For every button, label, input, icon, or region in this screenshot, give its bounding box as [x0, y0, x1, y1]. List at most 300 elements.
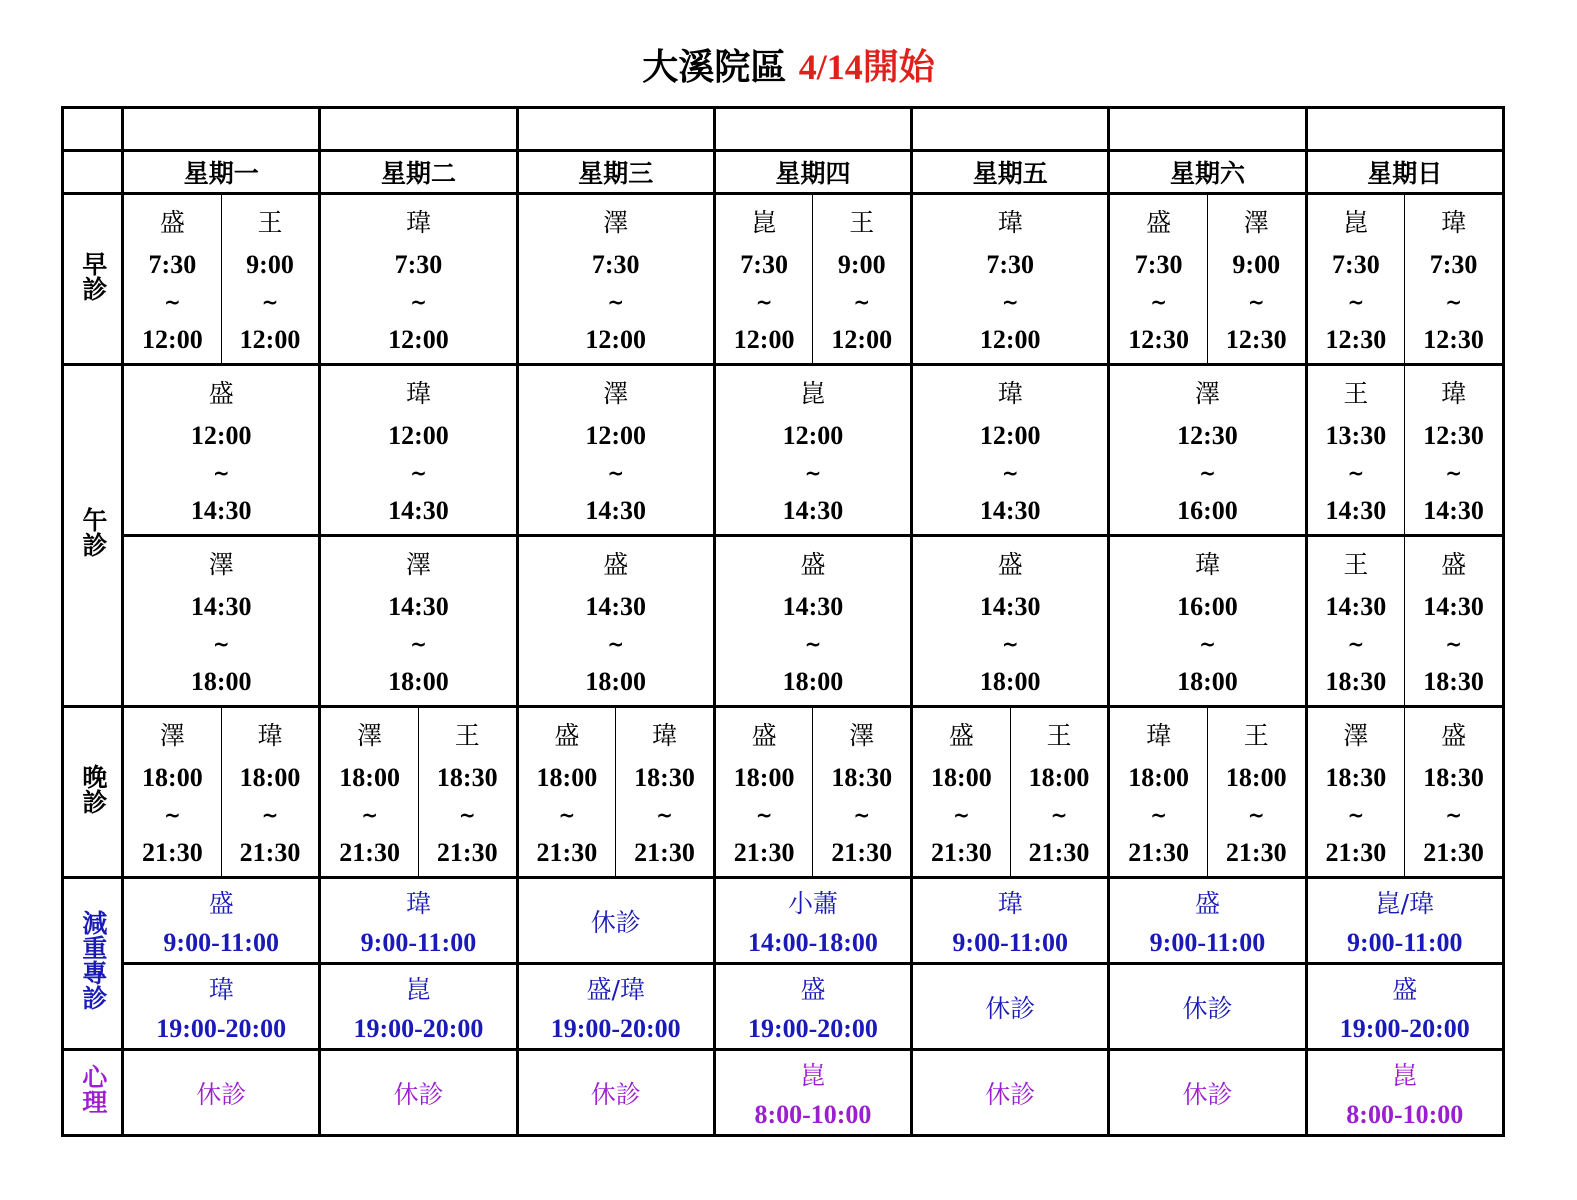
doctor-name: 澤 — [405, 549, 431, 579]
evening-row — [63, 707, 1504, 878]
session-time: 19:00-20:00 — [550, 1013, 681, 1043]
afternoon1-label — [63, 365, 123, 707]
session-time: 19:00-20:00 — [1339, 1013, 1470, 1043]
doctor-name: 王 — [1046, 720, 1072, 750]
doctor-name: 瑋 — [405, 378, 431, 408]
end-time: 21:30 — [1128, 838, 1189, 868]
end-time: 18:00 — [1177, 667, 1238, 697]
schedule-cell — [1207, 707, 1306, 878]
tilde: ~ — [1347, 290, 1365, 315]
shift-block — [1208, 198, 1305, 361]
doctor-name: 瑋 — [257, 720, 283, 750]
start-time: 13:30 — [1325, 420, 1387, 450]
schedule-cell — [1109, 1050, 1306, 1136]
schedule-cell — [912, 707, 1011, 878]
tilde: ~ — [853, 290, 871, 315]
end-time: 12:00 — [388, 325, 449, 355]
schedule-cell — [912, 878, 1109, 964]
end-time: 12:30 — [1128, 325, 1189, 355]
end-time: 14:30 — [190, 496, 252, 526]
session-block — [913, 881, 1107, 961]
shift-block — [222, 711, 319, 874]
session-block — [519, 967, 713, 1047]
doctor-name: 盛 — [1441, 720, 1467, 750]
start-time: 14:30 — [585, 591, 647, 621]
shift-block — [1308, 369, 1405, 532]
session-block — [124, 967, 318, 1047]
doctor-name: 休診 — [1182, 1079, 1233, 1109]
shift-block — [1308, 540, 1405, 703]
tilde: ~ — [755, 290, 773, 315]
doctor-name: 澤 — [357, 720, 383, 750]
schedule-cell — [1405, 194, 1504, 365]
end-time: 14:30 — [1325, 496, 1387, 526]
session-block — [1308, 967, 1502, 1047]
doctor-name: 崑/瑋 — [1375, 888, 1434, 918]
end-time: 12:00 — [831, 325, 893, 355]
start-time: 18:00 — [536, 762, 598, 792]
schedule-cell — [320, 707, 419, 878]
tilde: ~ — [853, 803, 871, 828]
row-label-text: 午診 — [78, 507, 108, 558]
start-time: 7:30 — [986, 249, 1035, 279]
shift-block — [519, 198, 713, 361]
doctor-name: 瑋 — [1441, 207, 1467, 237]
row-label-text: 減重專診 — [78, 910, 108, 1011]
schedule-cell — [123, 707, 222, 878]
tilde: ~ — [1347, 632, 1365, 657]
tilde: ~ — [607, 461, 625, 486]
start-time: 18:00 — [339, 762, 400, 792]
session-time: 19:00-20:00 — [156, 1013, 287, 1043]
shift-block — [616, 711, 713, 874]
shift-block — [1110, 369, 1304, 532]
schedule-cell — [123, 365, 320, 536]
schedule-cell — [517, 194, 714, 365]
end-time: 21:30 — [536, 838, 598, 868]
end-time: 14:30 — [1423, 496, 1484, 526]
session-block — [913, 967, 1107, 1047]
shift-block — [321, 540, 515, 703]
shift-block — [913, 198, 1107, 361]
start-time: 14:30 — [782, 591, 844, 621]
doctor-name: 瑋 — [208, 974, 234, 1004]
schedule-cell — [221, 707, 320, 878]
doctor-name: 瑋 — [405, 888, 431, 918]
schedule-cell — [912, 536, 1109, 707]
afternoon1-row — [63, 365, 1504, 536]
end-time: 18:00 — [190, 667, 252, 697]
end-time: 12:00 — [142, 325, 203, 355]
psych-label — [63, 1050, 123, 1136]
day-header: 星期三 — [517, 151, 714, 194]
schedule-cell — [1306, 365, 1405, 536]
schedule-cell — [1010, 707, 1109, 878]
start-time: 18:30 — [436, 762, 498, 792]
blank-cell — [714, 108, 911, 151]
blank-cell — [1109, 108, 1306, 151]
tilde: ~ — [755, 803, 773, 828]
schedule-cell — [1109, 964, 1306, 1050]
end-time: 12:00 — [733, 325, 795, 355]
shift-block — [716, 198, 813, 361]
tilde: ~ — [1199, 632, 1216, 657]
start-time: 16:00 — [1177, 591, 1238, 621]
end-time: 21:30 — [831, 838, 893, 868]
schedule-cell — [813, 707, 912, 878]
doctor-name: 澤 — [208, 549, 234, 579]
session-time: 19:00-20:00 — [747, 1013, 878, 1043]
session-time: 9:00-11:00 — [1149, 927, 1266, 957]
shift-block — [321, 369, 515, 532]
end-time: 18:00 — [979, 667, 1041, 697]
session-time: 8:00-10:00 — [1346, 1099, 1464, 1129]
doctor-name: 王 — [1343, 378, 1369, 408]
session-time: 8:00-10:00 — [754, 1099, 872, 1129]
schedule-cell — [714, 536, 911, 707]
end-time: 21:30 — [931, 838, 992, 868]
schedule-cell — [1109, 707, 1208, 878]
row-label-text: 早診 — [78, 250, 108, 301]
schedule-cell — [714, 1050, 911, 1136]
shift-block — [716, 369, 910, 532]
shift-block — [913, 711, 1010, 874]
blank-cell — [123, 108, 320, 151]
shift-block — [1405, 711, 1502, 874]
doctor-name: 休診 — [1182, 993, 1233, 1023]
doctor-name: 休診 — [393, 1079, 444, 1109]
tilde: ~ — [1001, 632, 1019, 657]
end-time: 18:30 — [1325, 667, 1387, 697]
schedule-cell — [1306, 878, 1503, 964]
schedule-cell — [813, 194, 912, 365]
blank-cell — [517, 108, 714, 151]
shift-block — [1110, 198, 1207, 361]
end-time: 21:30 — [1325, 838, 1387, 868]
schedule-cell — [320, 365, 517, 536]
session-block — [1110, 967, 1304, 1047]
blank-cell — [320, 108, 517, 151]
blank-cell — [912, 108, 1109, 151]
shift-block — [1110, 540, 1304, 703]
schedule-cell — [123, 878, 320, 964]
shift-block — [519, 540, 713, 703]
doctor-name: 盛 — [603, 549, 629, 579]
doctor-name: 澤 — [1194, 378, 1220, 408]
schedule-cell — [616, 707, 715, 878]
session-block — [321, 881, 515, 961]
tilde: ~ — [1347, 461, 1365, 486]
doctor-name: 盛 — [1392, 974, 1418, 1004]
start-time: 18:00 — [1028, 762, 1090, 792]
afternoon2-row — [63, 536, 1504, 707]
tilde: ~ — [261, 803, 279, 828]
doctor-name: 瑋 — [997, 378, 1023, 408]
shift-block — [1308, 198, 1405, 361]
schedule-cell — [1109, 194, 1208, 365]
schedule-cell — [1109, 536, 1306, 707]
tilde: ~ — [607, 290, 625, 315]
doctor-name: 崑 — [405, 974, 431, 1004]
shift-block — [1208, 711, 1305, 874]
start-time: 12:00 — [585, 420, 647, 450]
doctor-name: 瑋 — [1441, 378, 1467, 408]
start-time: 12:00 — [388, 420, 449, 450]
doctor-name: 盛 — [800, 549, 826, 579]
schedule-cell — [1306, 194, 1405, 365]
start-time: 18:00 — [931, 762, 992, 792]
schedule-cell — [123, 194, 222, 365]
tilde: ~ — [1247, 290, 1265, 315]
schedule-cell — [320, 1050, 517, 1136]
doctor-name: 休診 — [196, 1079, 247, 1109]
start-time: 7:30 — [148, 249, 197, 279]
end-time: 12:30 — [1325, 325, 1387, 355]
doctor-name: 崑 — [1343, 207, 1369, 237]
start-time: 7:30 — [394, 249, 443, 279]
shift-block — [519, 369, 713, 532]
schedule-cell — [320, 536, 517, 707]
shift-block — [321, 711, 418, 874]
doctor-name: 崑 — [1392, 1060, 1418, 1090]
end-time: 12:30 — [1423, 325, 1484, 355]
tilde: ~ — [361, 803, 379, 828]
doctor-name: 盛 — [997, 549, 1023, 579]
schedule-cell — [1306, 1050, 1503, 1136]
schedule-cell — [123, 964, 320, 1050]
schedule-cell — [1306, 536, 1405, 707]
shift-block — [124, 369, 318, 532]
end-time: 21:30 — [436, 838, 498, 868]
row-label-text: 心理 — [78, 1064, 108, 1115]
corner-cell — [63, 108, 123, 151]
session-block — [1110, 881, 1304, 961]
doctor-name: 瑋 — [997, 888, 1023, 918]
shift-block — [124, 540, 318, 703]
doctor-name: 盛 — [1441, 549, 1467, 579]
tilde: ~ — [212, 632, 230, 657]
corner-cell — [63, 151, 123, 194]
tilde: ~ — [1150, 290, 1168, 315]
schedule-cell — [912, 365, 1109, 536]
doctor-name: 盛/瑋 — [586, 974, 645, 1004]
doctor-name: 王 — [849, 207, 875, 237]
day-header: 星期二 — [320, 151, 517, 194]
start-time: 7:30 — [1429, 249, 1478, 279]
schedule-cell — [1207, 194, 1306, 365]
end-time: 18:30 — [1423, 667, 1484, 697]
end-time: 21:30 — [733, 838, 795, 868]
session-time: 19:00-20:00 — [353, 1013, 484, 1043]
start-time: 12:30 — [1423, 420, 1484, 450]
end-time: 18:00 — [585, 667, 647, 697]
schedule-cell — [1405, 365, 1504, 536]
tilde: ~ — [164, 803, 181, 828]
start-time: 12:00 — [190, 420, 252, 450]
doctor-name: 盛 — [751, 720, 777, 750]
doctor-name: 崑 — [800, 378, 826, 408]
doctor-name: 盛 — [159, 207, 185, 237]
end-time: 12:30 — [1225, 325, 1287, 355]
schedule-cell — [714, 707, 813, 878]
day-header: 星期五 — [912, 151, 1109, 194]
day-header-row — [63, 151, 1504, 194]
tilde: ~ — [410, 461, 427, 486]
shift-block — [913, 540, 1107, 703]
session-time: 9:00-11:00 — [952, 927, 1068, 957]
session-time: 14:00-18:00 — [747, 927, 878, 957]
tilde: ~ — [1050, 803, 1068, 828]
weight1-row — [63, 878, 1504, 964]
schedule-cell — [1109, 365, 1306, 536]
tilde: ~ — [458, 803, 476, 828]
end-time: 21:30 — [339, 838, 400, 868]
tilde: ~ — [410, 290, 427, 315]
shift-block — [419, 711, 516, 874]
schedule-cell — [123, 1050, 320, 1136]
morning-row — [63, 194, 1504, 365]
tilde: ~ — [953, 803, 970, 828]
tilde: ~ — [656, 803, 673, 828]
shift-block — [1405, 369, 1502, 532]
end-time: 21:30 — [634, 838, 695, 868]
tilde: ~ — [1001, 290, 1019, 315]
tilde: ~ — [212, 461, 230, 486]
schedule-cell — [320, 878, 517, 964]
day-header: 星期一 — [123, 151, 320, 194]
session-block — [716, 881, 910, 961]
shift-block — [716, 540, 910, 703]
end-time: 12:00 — [979, 325, 1041, 355]
shift-block — [913, 369, 1107, 532]
schedule-cell — [418, 707, 517, 878]
shift-block — [1110, 711, 1207, 874]
tilde: ~ — [164, 290, 181, 315]
tilde: ~ — [1445, 632, 1462, 657]
session-block — [124, 881, 318, 961]
blank-header-row — [63, 108, 1504, 151]
session-block — [124, 1053, 318, 1133]
doctor-name: 盛 — [208, 888, 234, 918]
tilde: ~ — [558, 803, 576, 828]
schedule-cell — [320, 194, 517, 365]
end-time: 18:00 — [782, 667, 844, 697]
doctor-name: 休診 — [985, 993, 1036, 1023]
end-time: 21:30 — [142, 838, 203, 868]
title-main: 大溪院區 — [642, 47, 799, 88]
tilde: ~ — [410, 632, 427, 657]
doctor-name: 王 — [257, 207, 283, 237]
start-time: 18:30 — [634, 762, 695, 792]
end-time: 16:00 — [1177, 496, 1238, 526]
schedule-cell — [714, 878, 911, 964]
shift-block — [1308, 711, 1405, 874]
start-time: 18:00 — [1225, 762, 1287, 792]
schedule-cell — [517, 707, 616, 878]
start-time: 9:00 — [837, 249, 886, 279]
schedule-cell — [912, 1050, 1109, 1136]
shift-block — [1405, 198, 1502, 361]
end-time: 21:30 — [1028, 838, 1090, 868]
tilde: ~ — [804, 632, 822, 657]
doctor-name: 王 — [454, 720, 480, 750]
schedule-table — [61, 106, 1505, 1137]
start-time: 14:30 — [979, 591, 1041, 621]
tilde: ~ — [1150, 803, 1168, 828]
tilde: ~ — [1445, 290, 1462, 315]
start-time: 7:30 — [740, 249, 788, 279]
end-time: 12:00 — [585, 325, 647, 355]
start-time: 18:00 — [239, 762, 301, 792]
doctor-name: 王 — [1243, 720, 1269, 750]
psych-row — [63, 1050, 1504, 1136]
tilde: ~ — [1445, 461, 1462, 486]
doctor-name: 澤 — [159, 720, 185, 750]
session-block — [1110, 1053, 1304, 1133]
schedule-cell — [1306, 964, 1503, 1050]
shift-block — [519, 711, 616, 874]
start-time: 14:30 — [388, 591, 449, 621]
schedule-cell — [1306, 707, 1405, 878]
start-time: 7:30 — [1332, 249, 1380, 279]
weight2-row — [63, 964, 1504, 1050]
doctor-name: 澤 — [603, 207, 629, 237]
title-highlight: 4/14開始 — [798, 47, 935, 87]
row-label-text: 晚診 — [78, 763, 108, 814]
end-time: 14:30 — [782, 496, 844, 526]
schedule-cell — [1405, 707, 1504, 878]
schedule-cell — [714, 194, 813, 365]
doctor-name: 瑋 — [997, 207, 1023, 237]
tilde: ~ — [261, 290, 279, 315]
doctor-name: 盛 — [1146, 207, 1172, 237]
tilde: ~ — [607, 632, 625, 657]
schedule-cell — [517, 1050, 714, 1136]
shift-block — [124, 711, 221, 874]
weight1-label — [63, 878, 123, 1050]
shift-block — [1011, 711, 1108, 874]
page-title — [0, 40, 1577, 95]
start-time: 14:30 — [190, 591, 252, 621]
session-block — [321, 1053, 515, 1133]
end-time: 18:00 — [388, 667, 449, 697]
start-time: 12:30 — [1177, 420, 1238, 450]
start-time: 14:30 — [1325, 591, 1387, 621]
doctor-name: 休診 — [590, 1079, 641, 1109]
doctor-name: 瑋 — [1146, 720, 1172, 750]
tilde: ~ — [1199, 461, 1216, 486]
doctor-name: 盛 — [948, 720, 974, 750]
doctor-name: 澤 — [849, 720, 875, 750]
tilde: ~ — [1001, 461, 1019, 486]
schedule-cell — [517, 536, 714, 707]
day-header: 星期六 — [1109, 151, 1306, 194]
doctor-name: 崑 — [800, 1060, 826, 1090]
doctor-name: 小蕭 — [787, 888, 838, 918]
end-time: 14:30 — [388, 496, 449, 526]
doctor-name: 盛 — [800, 974, 826, 1004]
end-time: 21:30 — [1423, 838, 1484, 868]
schedule-cell — [912, 194, 1109, 365]
start-time: 18:30 — [1325, 762, 1387, 792]
end-time: 21:30 — [239, 838, 301, 868]
schedule-cell — [912, 964, 1109, 1050]
start-time: 14:30 — [1423, 591, 1484, 621]
start-time: 12:00 — [782, 420, 844, 450]
start-time: 7:30 — [1134, 249, 1183, 279]
doctor-name: 盛 — [1194, 888, 1220, 918]
session-block — [716, 967, 910, 1047]
